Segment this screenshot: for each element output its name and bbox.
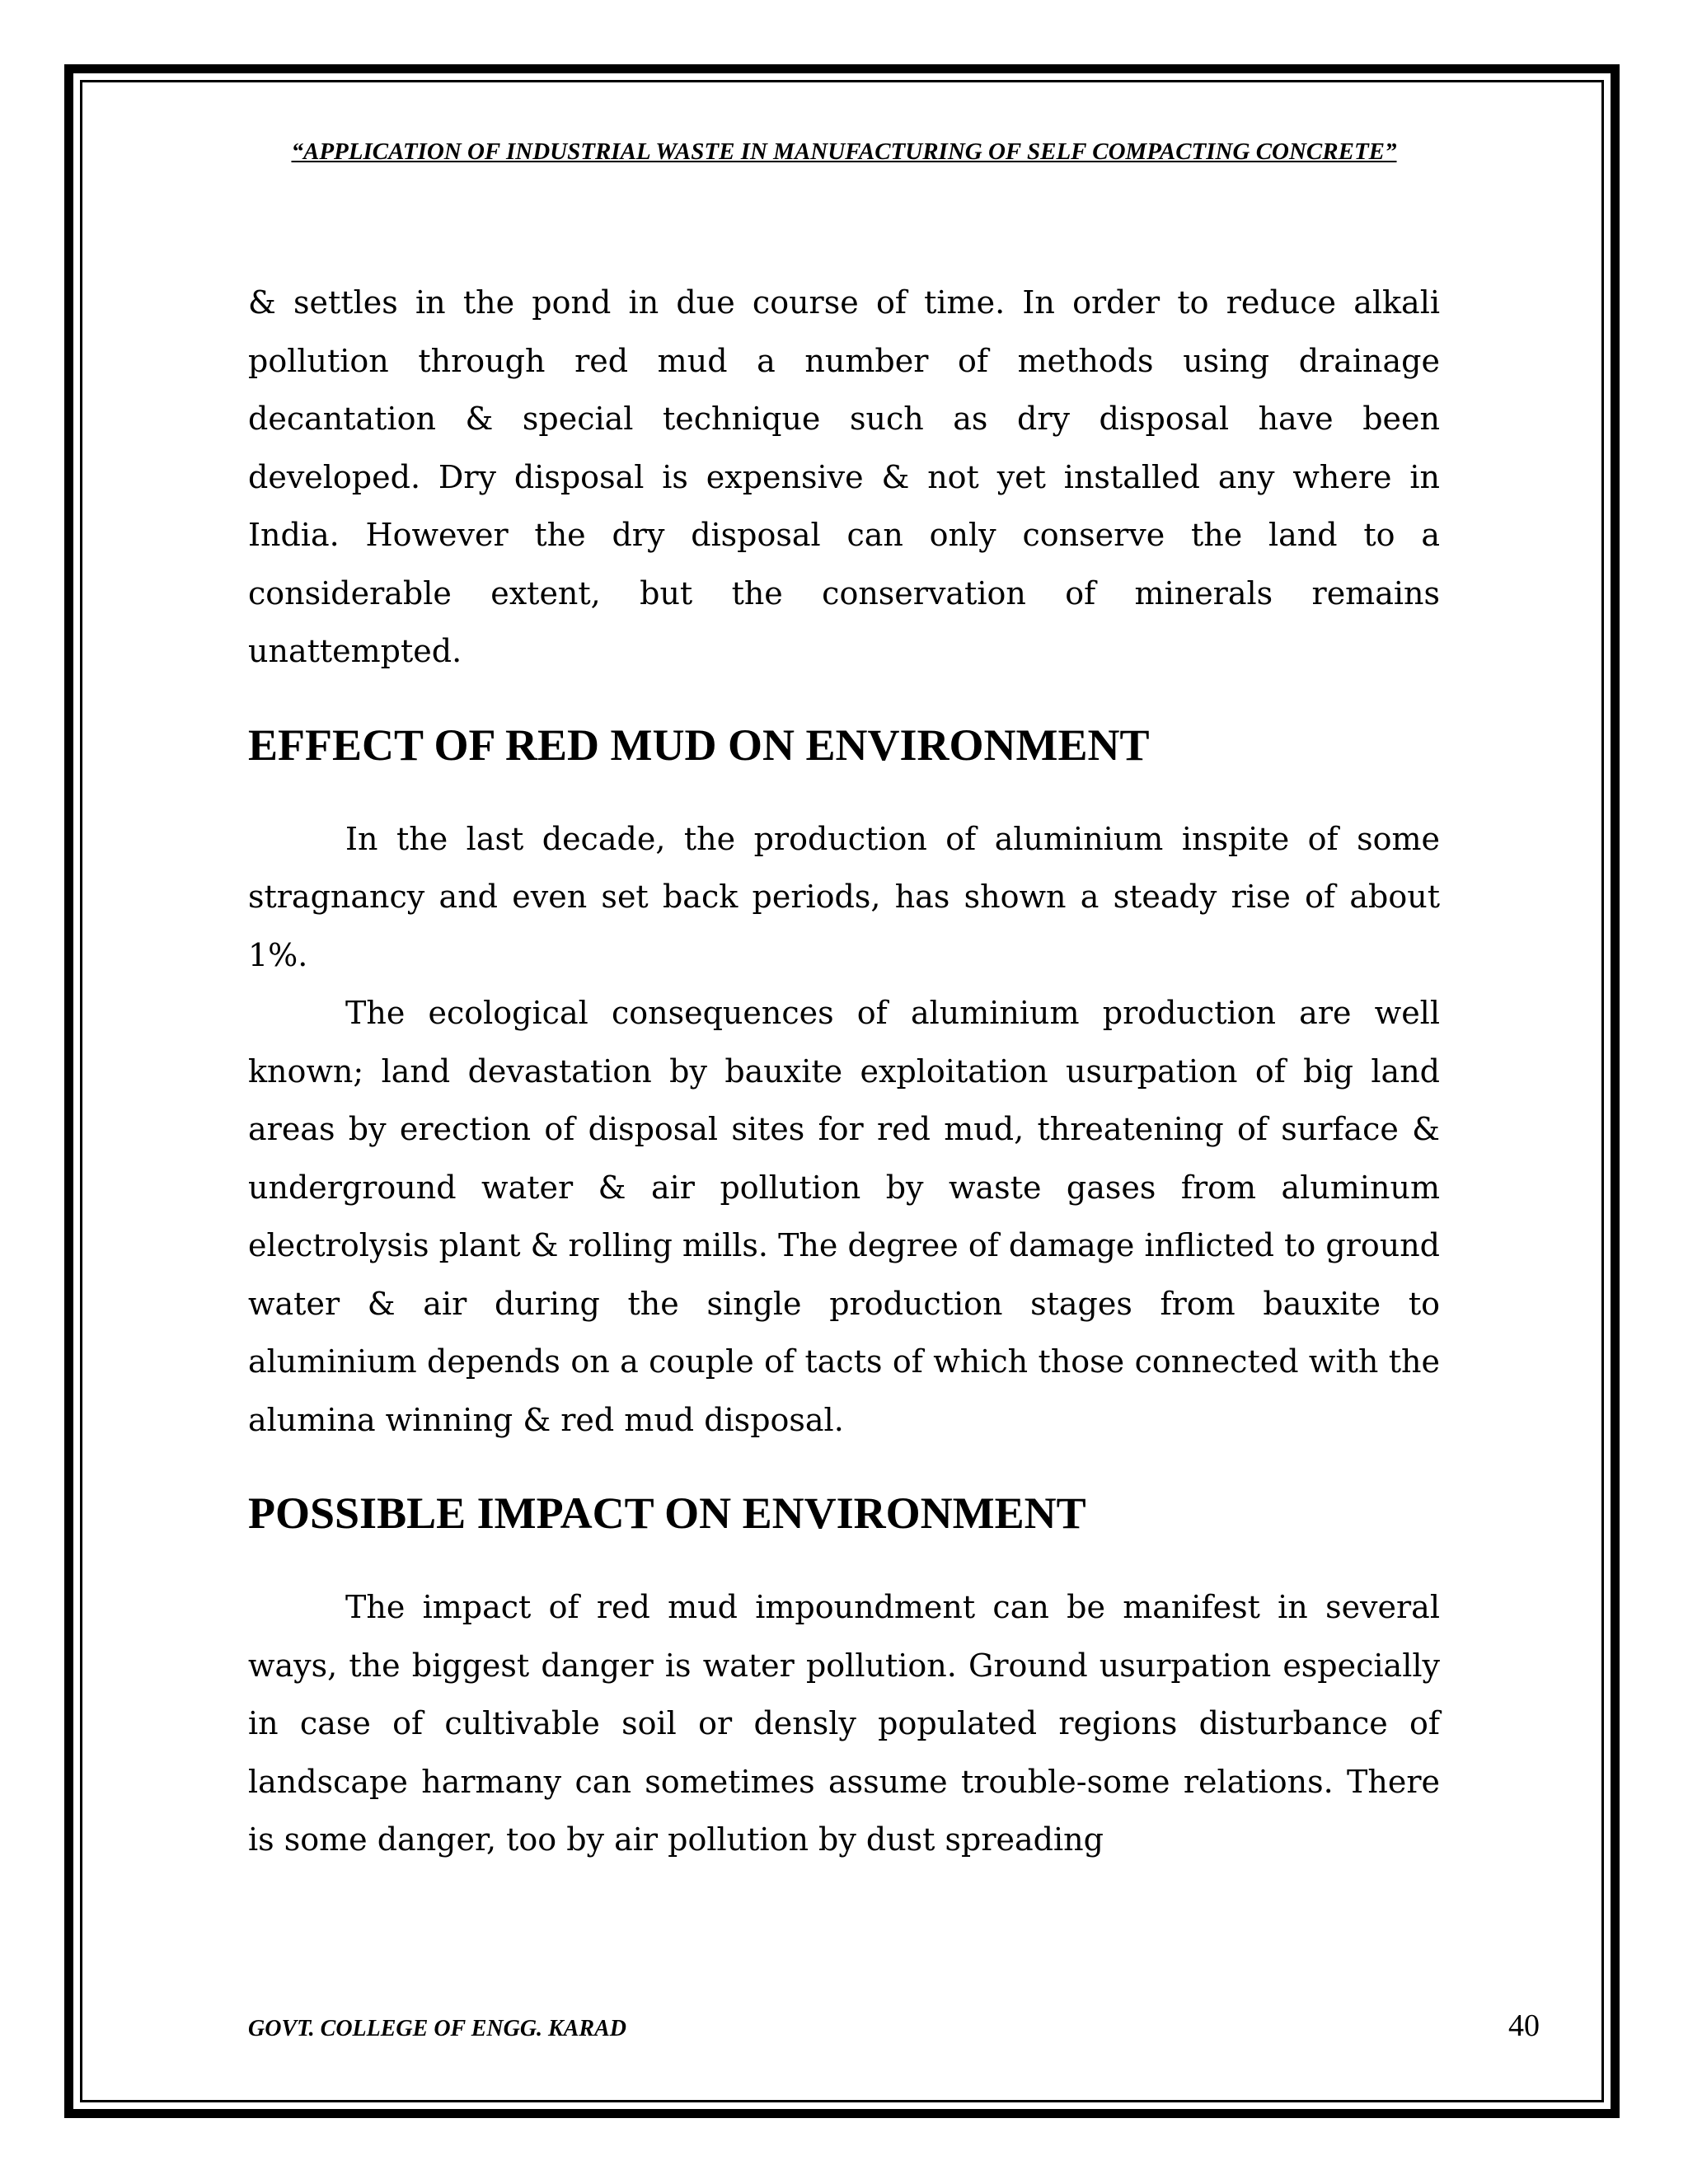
page-content <box>248 274 1440 1869</box>
section-heading-effect-of-red-mud: EFFECT OF RED MUD ON ENVIRONMENT <box>248 719 1150 770</box>
running-header-title: “APPLICATION OF INDUSTRIAL WASTE IN MANUFACTURING OF SELF COMPACTING CONCRETE” <box>291 138 1397 165</box>
paragraph-aluminium-production: In the last decade, the production of aluminium inspite of some stragnancy and even set back periods, has shown a steady rise of about 1%. <box>248 820 1440 973</box>
paragraph-impact-of-impoundment: The impact of red mud impoundment can be manifest in several ways, the biggest danger is water pollution. Ground usurpation especially in case of cultivable soil or densly populated regions disturbance of landscape harmany can sometimes assume trouble-some relations. There is some danger, too by air pollution by dust spreading <box>248 1589 1440 1858</box>
paragraph-continuation: & settles in the pond in due course of time. In order to reduce alkali pollution through red mud a number of methods using drainage decantation & special technique such as dry disposal have been developed. Dry disposal is expensive & not yet installed any where in India. However the dry disposal can only conserve the land to a considerable extent, but the conservation of minerals remains unattempted. <box>248 284 1440 669</box>
page-number: 40 <box>1508 2008 1540 2043</box>
footer-institution: GOVT. COLLEGE OF ENGG. KARAD <box>248 2016 626 2041</box>
section-heading-possible-impact: POSSIBLE IMPACT ON ENVIRONMENT <box>248 1488 1086 1538</box>
paragraph-ecological-consequences: The ecological consequences of aluminium production are well known; land devastation by bauxite exploitation usurpation of big land areas by erection of disposal sites for red mud, threatening of surface & underground water & air pollution by waste gases from aluminum electrolysis plant & rolling mills. The degree of damage inflicted to ground water & air during the single production stages from bauxite to aluminium depends on a couple of tacts of which those connected with the alumina winning & red mud disposal. <box>248 995 1440 1438</box>
